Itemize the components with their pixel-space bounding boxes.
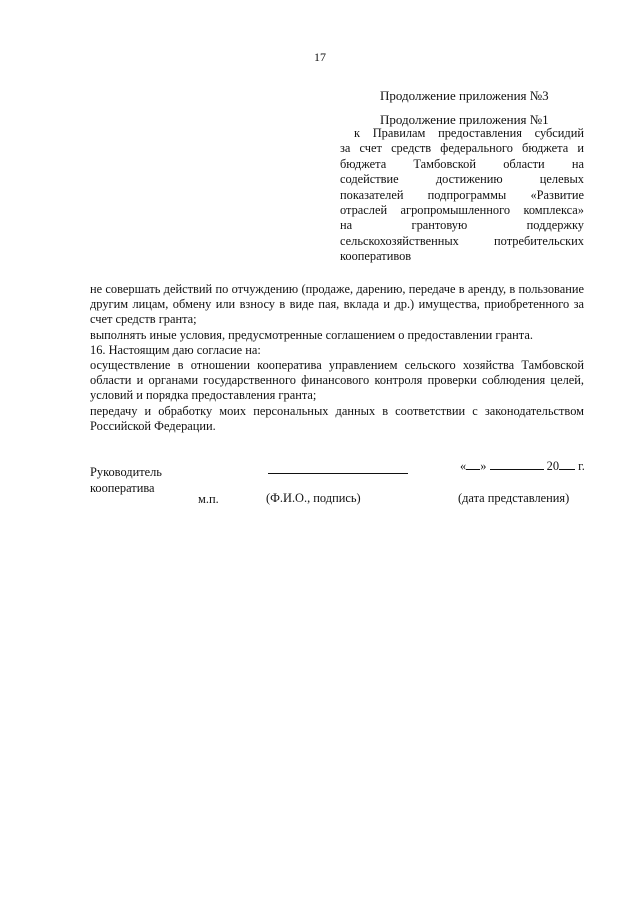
annex-reference-word: кооперативов [340, 249, 412, 264]
annex-reference-word: федерального [440, 141, 513, 156]
annex-reference-word: достижению [435, 172, 503, 187]
body-paragraph: осуществление в отношении кооператива управлением сельского хозяйства Тамбовской области и органами государственного финансового контроля проверки соблюдения целей, условий и порядка предоставления гранта; [90, 358, 584, 403]
annex-reference-word: на [571, 156, 584, 171]
annex-reference-word: «Развитие [530, 187, 584, 202]
annex-reference-word: субсидий [534, 126, 584, 140]
annex-reference-word: к [354, 126, 361, 140]
annex-reference-word: Тамбовской [413, 156, 476, 171]
annex-reference-word: целевых [539, 172, 584, 187]
annex-reference-word: показателей [340, 187, 404, 202]
annex-reference-word: области [503, 156, 545, 171]
annex-reference-word: бюджета [522, 141, 569, 156]
annex-reference-word: подпрограммы [427, 187, 507, 202]
annex-reference-line [340, 234, 584, 249]
date-open-quote: « [460, 459, 467, 473]
name-signature-caption: (Ф.И.О., подпись) [266, 491, 361, 505]
name-signature-line [268, 473, 408, 474]
annex-reference-word: потребительских [494, 233, 584, 248]
annex-reference-word: Правилам [372, 126, 426, 140]
annex-reference-word: и [577, 141, 584, 156]
annex-reference-line [340, 141, 584, 156]
year-blank [559, 459, 575, 470]
date-close-quote: » [480, 459, 487, 473]
annex-reference-word: содействие [340, 172, 399, 187]
annex-reference-word: счет [359, 141, 382, 156]
annex-reference-block [340, 126, 584, 265]
annex-reference-line [340, 172, 584, 187]
date-suffix: г. [578, 459, 585, 473]
signatory-role-line: Руководитель [90, 465, 162, 479]
annex-reference-word: грантовую [411, 218, 468, 233]
annex-reference-line [340, 218, 584, 233]
annex-reference-word: отраслей [340, 203, 388, 218]
annex-reference-word: агропромышленного [400, 203, 511, 218]
day-blank [466, 459, 480, 470]
annex-reference-word: за [340, 141, 351, 156]
signatory-role [90, 464, 162, 496]
annex-reference-word: комплекса» [523, 203, 584, 218]
date-caption: (дата представления) [458, 491, 570, 505]
annex-reference-line [340, 157, 584, 172]
annex-reference-line [340, 188, 584, 203]
body-paragraph: передачу и обработку моих персональных данных в соответствии с законодательством Российской Федерации. [90, 403, 584, 433]
stamp-place-label: м.п. [198, 492, 219, 506]
annex-reference-line [340, 126, 584, 141]
date-year-prefix: 20 [546, 459, 560, 473]
body-paragraph: не совершать действий по отчуждению (продаже, дарению, передаче в аренду, в пользование другим лицам, обмену или взносу в виде пая, вклада и др.) имущества, приобретенного за счет средств гранта; [90, 282, 584, 327]
continuation-annex-1: Продолжение приложения №1 [380, 112, 549, 127]
annex-reference-line [340, 203, 584, 218]
annex-reference-word: на [340, 218, 353, 233]
continuation-annex-3: Продолжение приложения №3 [380, 88, 549, 103]
page-number: 17 [314, 50, 326, 64]
annex-reference-line [340, 249, 584, 264]
annex-reference-word: бюджета [340, 156, 387, 171]
annex-reference-word: средств [391, 141, 432, 156]
month-blank [490, 459, 544, 470]
annex-reference-word: сельскохозяйственных [340, 233, 459, 248]
body-paragraph: выполнять иные условия, предусмотренные соглашением о предоставлении гранта. [90, 327, 533, 342]
signatory-role-line: кооператива [90, 481, 155, 495]
annex-reference-word: поддержку [526, 218, 584, 233]
body-paragraph: 16. Настоящим даю согласие на: [90, 342, 261, 357]
annex-reference-word: предоставления [438, 126, 522, 140]
document-body [90, 282, 584, 434]
date-field [460, 459, 585, 474]
